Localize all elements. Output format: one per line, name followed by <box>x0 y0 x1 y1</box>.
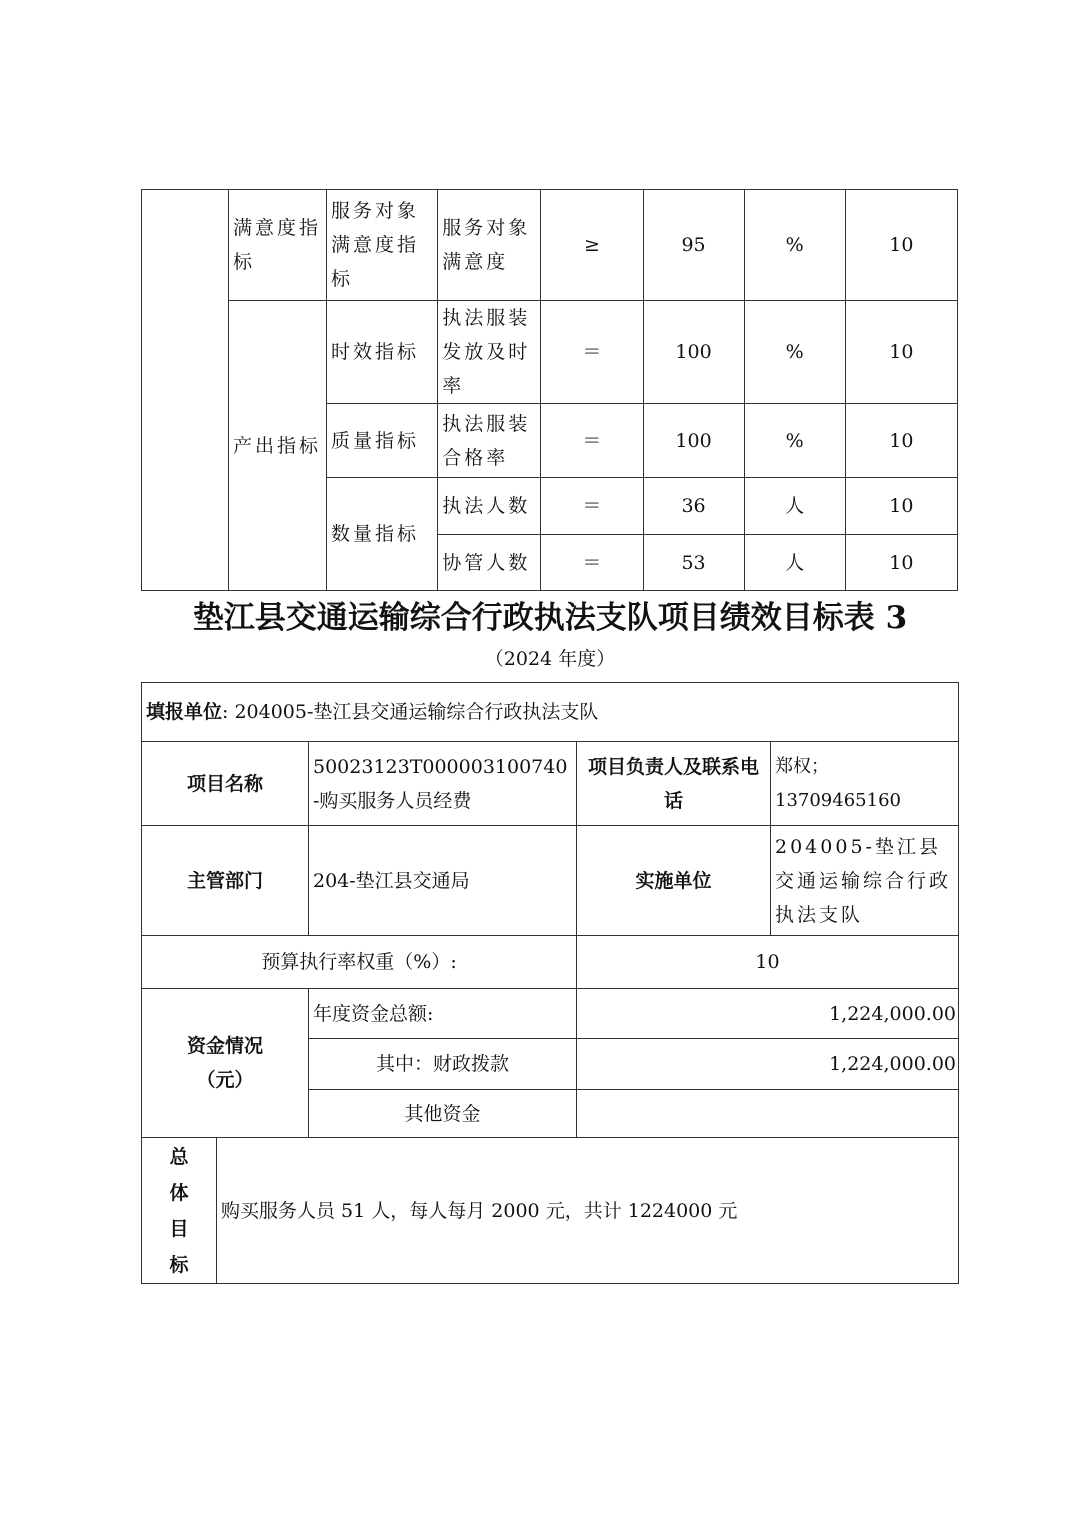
funds-label-cell <box>142 989 309 1138</box>
level2-cell: 数量指标 <box>327 478 438 591</box>
goal-label-char: 标 <box>169 1253 189 1276</box>
contact-label: 项目负责人及联系电话 <box>577 742 771 826</box>
level1-cell: 满意度指标 <box>228 190 326 301</box>
impl-unit-label: 实施单位 <box>577 826 771 936</box>
score-cell: 10 <box>845 535 957 591</box>
table-row <box>142 190 958 301</box>
table-row <box>142 1138 959 1284</box>
level2-cell: 时效指标 <box>327 301 438 404</box>
reporting-unit-value: : 204005-垫江县交通运输综合行政执法支队 <box>222 701 599 723</box>
indicator-cell: 协管人数 <box>438 535 541 591</box>
score-cell: 10 <box>845 478 957 535</box>
impl-unit-value: 204005-垫江县交通运输综合行政执法支队 <box>771 826 959 936</box>
indicator-cell: 执法服装发放及时率 <box>438 301 541 404</box>
operator-cell: ＝ <box>541 404 643 478</box>
funds-unit: （元） <box>196 1069 254 1091</box>
value-cell: 100 <box>643 301 744 404</box>
level2-cell: 服务对象满意度指标 <box>327 190 438 301</box>
fiscal-allocation-value: 1,224,000.00 <box>577 1039 959 1090</box>
table-row <box>142 683 959 742</box>
year-subtitle: （2024 年度） <box>484 648 616 670</box>
indicator-table <box>141 189 958 591</box>
score-cell: 10 <box>845 301 957 404</box>
unit-cell: 人 <box>744 478 845 535</box>
operator-cell: ＝ <box>541 535 643 591</box>
goal-label-char: 总 <box>169 1145 189 1168</box>
indicator-cell: 服务对象满意度 <box>438 190 541 301</box>
other-funds-label: 其他资金 <box>309 1090 577 1138</box>
value-cell: 95 <box>643 190 744 301</box>
indicator-cell: 执法服装合格率 <box>438 404 541 478</box>
funds-label: 资金情况 <box>186 1035 263 1057</box>
operator-cell: ＝ <box>541 478 643 535</box>
goal-label-char: 目 <box>169 1217 189 1240</box>
unit-cell: % <box>744 301 845 404</box>
table-row <box>142 301 958 404</box>
level1-cell: 产出指标 <box>228 301 326 591</box>
other-funds-value <box>577 1090 959 1138</box>
annual-total-value: 1,224,000.00 <box>577 989 959 1039</box>
table-row <box>142 742 959 826</box>
unit-cell: 人 <box>744 535 845 591</box>
dept-value: 204-垫江县交通局 <box>309 826 577 936</box>
contact-value: 郑权；13709465160 <box>771 742 959 826</box>
blank-cell <box>142 190 229 591</box>
score-cell: 10 <box>845 404 957 478</box>
dept-label: 主管部门 <box>142 826 309 936</box>
budget-weight-value: 10 <box>577 936 959 989</box>
page-title: 垫江县交通运输综合行政执法支队项目绩效目标表 3 <box>192 600 908 636</box>
project-name-label: 项目名称 <box>142 742 309 826</box>
project-name-value: 50023123T000003100740-购买服务人员经费 <box>309 742 577 826</box>
reporting-unit-label: 填报单位 <box>146 701 223 723</box>
table-row <box>142 936 959 989</box>
indicator-cell: 执法人数 <box>438 478 541 535</box>
operator-cell: ＝ <box>541 301 643 404</box>
overall-goal-label <box>142 1138 217 1284</box>
fiscal-allocation-label: 其中：财政拨款 <box>309 1039 577 1090</box>
reporting-unit-cell <box>142 683 959 742</box>
project-form-table <box>141 682 959 1284</box>
level2-cell: 质量指标 <box>327 404 438 478</box>
value-cell: 53 <box>643 535 744 591</box>
score-cell: 10 <box>845 190 957 301</box>
budget-weight-label: 预算执行率权重（%）: <box>142 936 577 989</box>
operator-cell: ≥ <box>541 190 643 301</box>
table-row <box>142 826 959 936</box>
table-row <box>142 989 959 1039</box>
value-cell: 36 <box>643 478 744 535</box>
overall-goal-value: 购买服务人员 51 人，每人每月 2000 元，共计 1224000 元 <box>217 1138 959 1284</box>
unit-cell: % <box>744 190 845 301</box>
unit-cell: % <box>744 404 845 478</box>
goal-label-char: 体 <box>169 1181 189 1204</box>
annual-total-label: 年度资金总额: <box>309 989 577 1039</box>
value-cell: 100 <box>643 404 744 478</box>
